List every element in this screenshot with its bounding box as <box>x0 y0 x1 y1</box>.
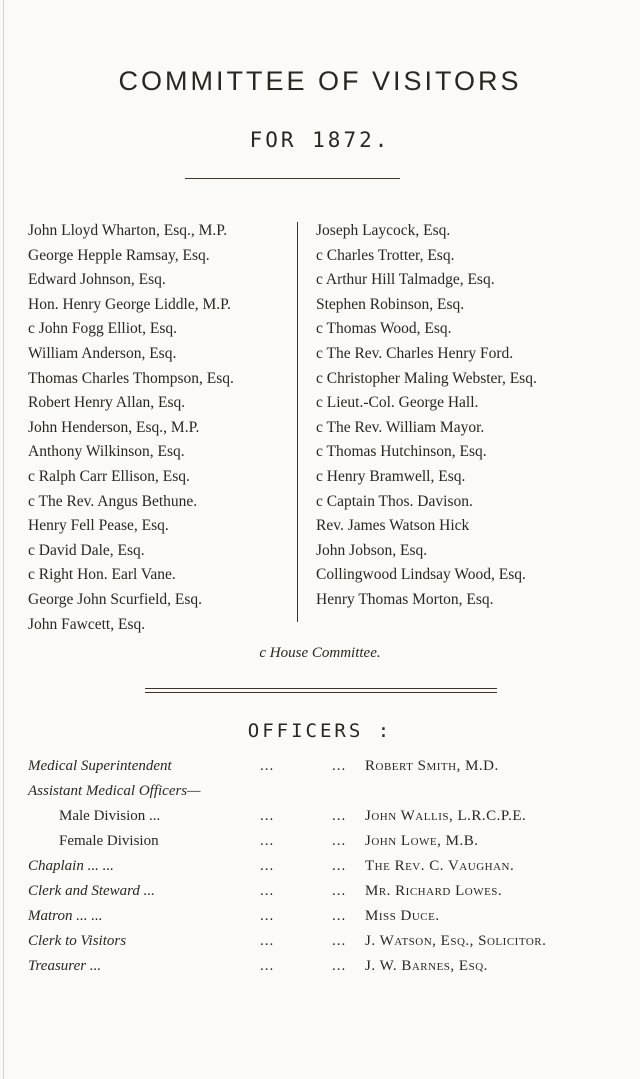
officer-name: Robert Smith, M.D. <box>365 758 499 774</box>
officer-name: Mr. Richard Lowes. <box>365 883 503 899</box>
officer-role: Female Division <box>59 833 159 849</box>
visitor-name: c The Rev. Charles Henry Ford. <box>316 344 514 362</box>
visitor-name: c Arthur Hill Talmadge, Esq. <box>316 271 495 289</box>
visitor-name: Stephen Robinson, Esq. <box>316 295 465 313</box>
leader-dots: ... <box>332 933 347 949</box>
visitor-name: c Ralph Carr Ellison, Esq. <box>28 467 190 485</box>
officer-row <box>28 783 628 805</box>
officer-name: J. Watson, Esq., Solicitor. <box>365 933 547 949</box>
leader-dots: ... <box>260 758 275 774</box>
leader-dots: ... <box>332 883 347 899</box>
visitor-name: c Charles Trotter, Esq. <box>316 246 455 264</box>
visitors-left-column <box>28 219 290 637</box>
visitor-name: c Lieut.-Col. George Hall. <box>316 394 479 412</box>
visitors-right-column <box>316 219 636 613</box>
visitor-name: c David Dale, Esq. <box>28 541 145 559</box>
officer-row <box>28 858 628 880</box>
officer-role: Male Division ... <box>59 808 161 824</box>
visitor-name: c Christopher Maling Webster, Esq. <box>316 369 537 387</box>
visitor-name: c Right Hon. Earl Vane. <box>28 566 176 584</box>
page-subtitle-year: FOR 1872. <box>249 128 391 152</box>
officer-role: Assistant Medical Officers— <box>28 783 201 799</box>
officer-name: Miss Duce. <box>365 908 440 924</box>
officer-role: Medical Superintendent <box>28 758 172 774</box>
visitor-name: John Lloyd Wharton, Esq., M.P. <box>28 222 228 239</box>
leader-dots: ... <box>260 958 275 974</box>
officer-name: John Wallis, L.R.C.P.E. <box>365 808 527 824</box>
visitor-name: c Thomas Wood, Esq. <box>316 320 452 338</box>
officer-role: Clerk to Visitors <box>28 933 127 949</box>
officer-role: Clerk and Steward ... <box>28 883 155 899</box>
visitor-name: William Anderson, Esq. <box>28 344 177 362</box>
officer-row <box>28 808 628 830</box>
visitor-name: Anthony Wilkinson, Esq. <box>28 443 185 461</box>
house-committee-footnote: c House Committee. <box>259 645 381 661</box>
officer-row <box>28 833 628 855</box>
leader-dots: ... <box>260 808 275 824</box>
officer-row <box>28 933 628 955</box>
page-edge <box>3 0 4 1079</box>
middle-divider-top <box>145 688 497 689</box>
officer-role: Chaplain ... ... <box>28 858 114 874</box>
leader-dots: ... <box>332 808 347 824</box>
visitor-name: c The Rev. Angus Bethune. <box>28 492 198 510</box>
visitor-name: John Jobson, Esq. <box>316 541 428 559</box>
officer-name: John Lowe, M.B. <box>365 833 479 849</box>
officer-row <box>28 883 628 905</box>
visitor-name: c John Fogg Elliot, Esq. <box>28 320 177 338</box>
leader-dots: ... <box>260 833 275 849</box>
visitor-name: John Fawcett, Esq. <box>28 615 146 633</box>
visitor-name: Collingwood Lindsay Wood, Esq. <box>316 566 526 584</box>
officers-list <box>28 758 628 1018</box>
officer-row <box>28 958 628 980</box>
leader-dots: ... <box>260 908 275 924</box>
column-divider <box>297 222 298 622</box>
leader-dots: ... <box>260 933 275 949</box>
visitor-name: c Thomas Hutchinson, Esq. <box>316 443 487 461</box>
visitor-name: c Captain Thos. Davison. <box>316 492 473 510</box>
visitor-name: Hon. Henry George Liddle, M.P. <box>28 295 231 313</box>
visitor-name: Edward Johnson, Esq. <box>28 271 166 289</box>
visitor-name: Robert Henry Allan, Esq. <box>28 394 186 412</box>
officer-name: J. W. Barnes, Esq. <box>365 958 488 974</box>
leader-dots: ... <box>332 958 347 974</box>
page-title: COMMITTEE OF VISITORS <box>118 66 522 96</box>
visitor-name: John Henderson, Esq., M.P. <box>28 418 200 436</box>
leader-dots: ... <box>332 858 347 874</box>
leader-dots: ... <box>260 858 275 874</box>
visitor-name: Henry Thomas Morton, Esq. <box>316 590 494 608</box>
leader-dots: ... <box>332 758 347 774</box>
visitor-name: Rev. James Watson Hick <box>316 517 470 535</box>
visitor-name: c Henry Bramwell, Esq. <box>316 467 466 485</box>
visitor-name: Joseph Laycock, Esq. <box>316 222 451 239</box>
officer-row <box>28 758 628 780</box>
leader-dots: ... <box>260 883 275 899</box>
visitor-name: Thomas Charles Thompson, Esq. <box>28 369 234 387</box>
top-divider <box>185 178 400 179</box>
visitor-name: c The Rev. William Mayor. <box>316 418 485 436</box>
officer-role: Matron ... ... <box>28 908 103 924</box>
visitor-name: Henry Fell Pease, Esq. <box>28 517 169 535</box>
leader-dots: ... <box>332 833 347 849</box>
leader-dots: ... <box>332 908 347 924</box>
officer-name: The Rev. C. Vaughan. <box>365 858 515 874</box>
visitor-name: George John Scurfield, Esq. <box>28 590 203 608</box>
middle-divider-bottom <box>145 692 497 693</box>
visitor-name: George Hepple Ramsay, Esq. <box>28 246 210 264</box>
officer-row <box>28 908 628 930</box>
officers-heading: OFFICERS : <box>247 720 393 742</box>
officer-role: Treasurer ... <box>28 958 102 974</box>
